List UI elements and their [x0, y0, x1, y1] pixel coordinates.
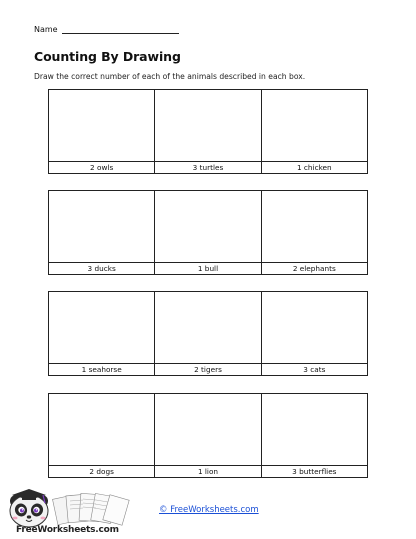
drawing-area[interactable] [155, 191, 260, 262]
drawing-box [155, 292, 261, 375]
name-row [34, 25, 179, 34]
worksheet-stack-icon [53, 493, 130, 525]
box-caption: 1 lion [155, 465, 260, 477]
drawing-area[interactable] [155, 90, 260, 161]
drawing-box [262, 90, 367, 173]
box-caption: 1 seahorse [49, 363, 154, 375]
box-caption: 2 elephants [262, 262, 367, 274]
box-caption: 2 dogs [49, 465, 154, 477]
drawing-box [262, 191, 367, 274]
box-caption: 1 chicken [262, 161, 367, 173]
drawing-box [49, 394, 155, 477]
drawing-area[interactable] [155, 394, 260, 465]
drawing-area[interactable] [49, 394, 154, 465]
drawing-box [49, 90, 155, 173]
drawing-area[interactable] [49, 90, 154, 161]
drawing-row-3 [48, 291, 368, 376]
instructions: Draw the correct number of each of the animals described in each box. [34, 72, 306, 81]
page-title: Counting By Drawing [34, 49, 181, 64]
drawing-box [155, 90, 261, 173]
drawing-row-2 [48, 190, 368, 275]
drawing-box [155, 191, 261, 274]
drawing-box [155, 394, 261, 477]
box-caption: 3 ducks [49, 262, 154, 274]
box-caption: 3 cats [262, 363, 367, 375]
drawing-area[interactable] [262, 191, 367, 262]
box-caption: 3 butterflies [262, 465, 367, 477]
drawing-box [49, 191, 155, 274]
box-caption: 3 turtles [155, 161, 260, 173]
drawing-row-4 [48, 393, 368, 478]
panda-head-icon [10, 489, 48, 527]
drawing-box [262, 394, 367, 477]
drawing-area[interactable] [49, 292, 154, 363]
box-caption: 2 owls [49, 161, 154, 173]
drawing-box [49, 292, 155, 375]
drawing-area[interactable] [262, 292, 367, 363]
drawing-row-1 [48, 89, 368, 174]
drawing-area[interactable] [49, 191, 154, 262]
box-caption: 2 tigers [155, 363, 260, 375]
drawing-area[interactable] [262, 394, 367, 465]
drawing-box [262, 292, 367, 375]
copyright-link[interactable]: © FreeWorksheets.com [159, 505, 259, 515]
drawing-area[interactable] [155, 292, 260, 363]
name-field[interactable] [62, 25, 179, 34]
name-label: Name [34, 25, 58, 34]
box-caption: 1 bull [155, 262, 260, 274]
site-name: FreeWorksheets.com [16, 525, 119, 535]
drawing-area[interactable] [262, 90, 367, 161]
